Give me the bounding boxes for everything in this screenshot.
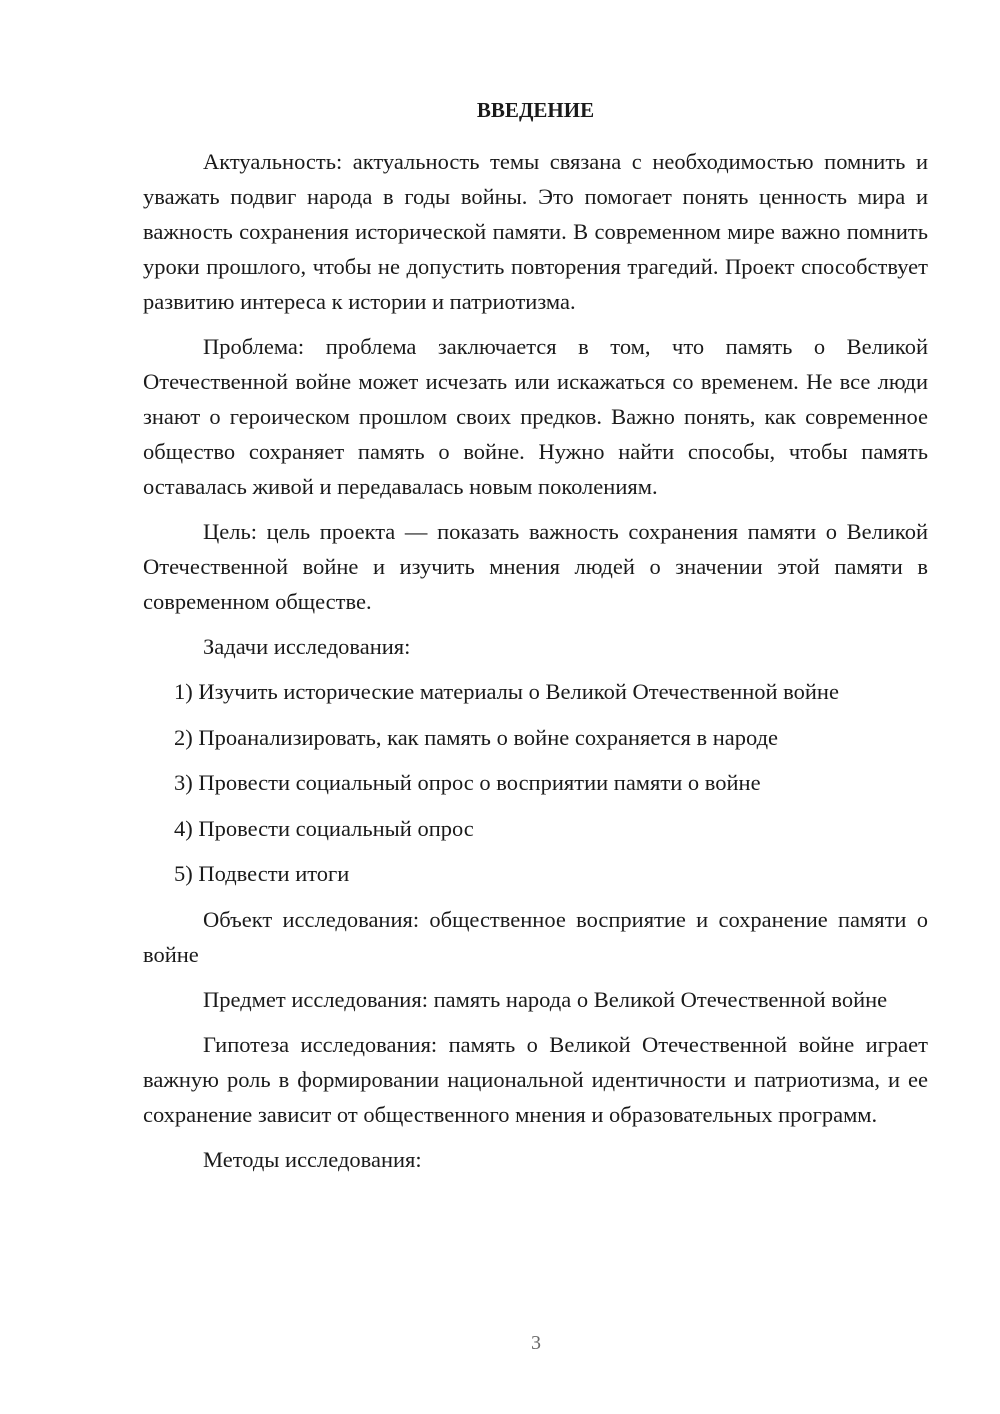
task-item: 4) Провести социальный опрос: [174, 815, 474, 841]
task-item: 5) Подвести итоги: [174, 861, 350, 886]
tasks-heading: Задачи исследования:: [203, 634, 411, 659]
goal-paragraph: Цель: цель проекта — показать важность сохранения памяти о Великой Отечественной войне и изучить мнения людей о значении этой памяти в современном обществе.: [143, 519, 928, 614]
subject-paragraph: Предмет исследования: память народа о Великой Отечественной войне: [203, 986, 888, 1012]
task-item: 1) Изучить исторические материалы о Великой Отечественной войне: [174, 679, 839, 704]
task-item: 3) Провести социальный опрос о восприятии памяти о войне: [174, 770, 761, 795]
problem-paragraph: Проблема: проблема заключается в том, что память о Великой Отечественной войне может исчезать или искажаться со временем. Не все люди знают о героическом прошлом своих предков. Важно понять, как современное общество сохраняет память о войне. Нужно найти способы, чтобы память оставалась живой и передавалась новым поколениям.: [143, 334, 928, 499]
object-paragraph: Объект исследования: общественное восприятие и сохранение памяти о войне: [143, 906, 928, 967]
methods-heading: Методы исследования:: [203, 1146, 422, 1172]
page-number: 3: [531, 1332, 541, 1354]
page-title: ВВЕДЕНИЕ: [476, 98, 595, 122]
document-body: [143, 92, 928, 1187]
relevance-paragraph: Актуальность: актуальность темы связана с необходимостью помнить и уважать подвиг народа в годы войны. Это помогает понять ценность мира и важность сохранения исторической памяти. В современном мире важно помнить уроки прошлого, чтобы не допустить повторения трагедий. Проект способствует развитию интереса к истории и патриотизма.: [143, 149, 928, 314]
task-item: 2) Проанализировать, как память о войне сохраняется в народе: [174, 724, 779, 750]
tasks-list: [143, 674, 928, 891]
hypothesis-paragraph: Гипотеза исследования: память о Великой Отечественной войне играет важную роль в формировании национальной идентичности и патриотизма, и ее сохранение зависит от общественного мнения и образовательных программ.: [143, 1031, 928, 1127]
